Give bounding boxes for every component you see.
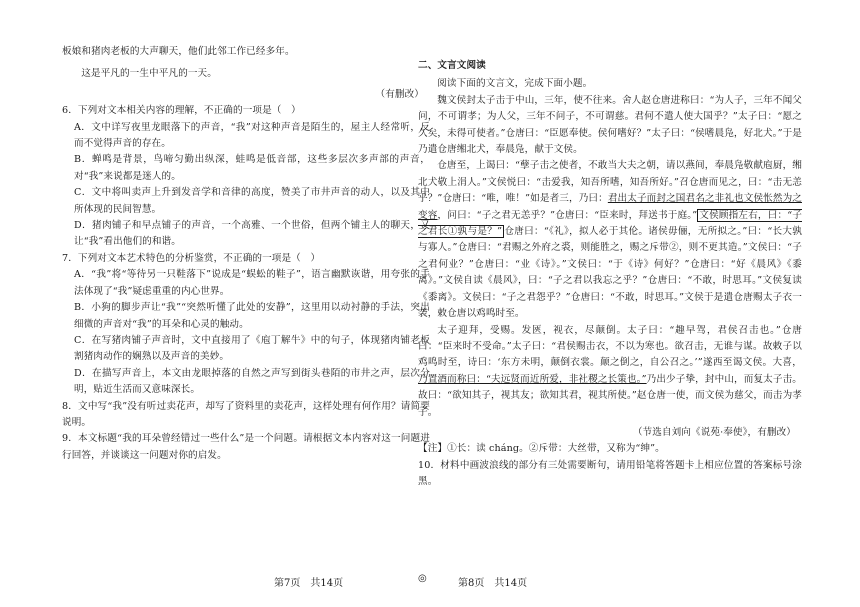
para2-text-a: 仓唐至，上谒曰：“孽子击之使者，不敢当大夫之朝，请以燕间，奉晨凫敬献庖厨，缃北犬敬上涓人。”文侯悦曰：“击爱我，知吾所嗜，知吾所好。”召仓唐而见之，曰：“击无恙乎？”仓唐曰：“唯，唯！”如是者三，乃曰：	[418, 160, 802, 205]
para3-text-a: 太子迎拜，受赐。发匧，视衣，尽颠倒。太子曰：“趣早驾，君侯召击也。”仓唐曰：“臣来时不受命。”太子曰：“君侯赐击衣，不以为寒也。欲召击，无谁与谋。故敕子以鸡鸣时至，诗曰：‘东方未明，颠倒衣裳。颠之倒之，自公召之。’”遂西至谒文侯。大喜，	[418, 324, 802, 369]
right-page-number: 第8页 共14页	[458, 578, 528, 589]
q7-option-d: D．在描写声音上，本文由龙眼掉落的自然之声写到街头巷陌的市井之声，层次分明，贴近生活而又意味深长。	[74, 367, 430, 396]
story-continuation: 板娘和猪肉老板的大声聊天，他们此邻工作已经多年。	[62, 46, 295, 57]
annotation-note: 【注】①长：读 cháng。②斥带：大丝带，又称为“绅”。	[418, 443, 665, 455]
question-7	[62, 251, 430, 399]
reading-instruction: 阅读下面的文言文，完成下面小题。	[437, 78, 593, 90]
question-8: 8．文中写“我”没有听过卖花声，却写了资料里的卖花声，这样处理有何作用？请简要说明。	[62, 400, 430, 428]
q6-stem: 6．下列对文本相关内容的理解，不正确的一项是（ ）	[62, 105, 301, 117]
q6-option-a: A．文中详写夜里龙眼落下的声音，“我”对这种声音是陌生的，屋主人经常听，反而不觉得声音的存在。	[74, 121, 430, 150]
question-6	[62, 103, 430, 251]
question-10: 10．材料中画波浪线的部分有三处需要断句，请用铅笔将答题卡上相应位置的答案标号涂黑。	[418, 459, 802, 488]
para2-text-b: ，问曰：“子之君无恙乎？”仓唐曰：“臣来时，拜送书于庭。”	[437, 209, 698, 221]
wavy-underline-passage: 君出太子而封之国君名之非礼也文侯怅然为之变容	[418, 193, 802, 221]
binding-mark-icon: ◎	[418, 573, 427, 584]
q7-option-b: B．小狗的脚步声让“我”“突然听懂了此处的安静”，这里用以动衬静的手法，突出细微的声音对“我”的耳朵和心灵的触动。	[74, 302, 430, 330]
section-title: 二、文言文阅读	[418, 60, 486, 71]
para2-text-c: 仓唐曰：“《礼》，拟人必于其伦。诸侯毋俪，无所拟之。”曰：“长大孰与寡人。”仓唐曰：“君赐之外府之裘，则能胜之，赐之斥带②，则不更其造。”文侯曰：“子之君何业？”仓唐曰：“业《诗》。”文侯曰：“于《诗》何好？”仓唐曰：“好《晨风》《黍离》。”文侯自读《晨风》，曰：“子之君以我忘之乎？”仓唐曰：“不敢，时思耳。”文侯复读《黍离》。文侯曰：“子之君怨乎？”仓唐曰：“不敢，时思耳。”文侯于是遣仓唐赐太子衣一袭，敕仓唐以鸡鸣时至。	[418, 226, 802, 320]
story-last-line: 这是平凡的一生中平凡的一天。	[81, 68, 217, 80]
left-page-number: 第7页 共14页	[274, 578, 344, 589]
right-column	[418, 44, 802, 491]
boxed-sentence: 文侯顾指左右，曰：“子之君长①孰与是？”	[418, 209, 803, 238]
passage-paragraph-2	[418, 158, 802, 322]
q7-stem: 7．下列对文本艺术特色的分析鉴赏，不正确的一项是（ ）	[62, 252, 321, 264]
left-column	[62, 44, 430, 464]
q6-option-b: B．蝉鸣是背景，鸟啼匀勤出纵深，蛙鸣是低音部，这些多层次多声部的声音，对“我”来说都是迷人的。	[74, 154, 430, 182]
story-source: （有删改）	[375, 88, 424, 100]
q7-option-c: C．在写猪肉铺子声音时，文中直接用了《庖丁解牛》中的句子，体现猪肉铺老板割猪肉动作的娴熟以及声音的美妙。	[74, 334, 430, 363]
passage-paragraph-1: 魏文侯封太子击于中山，三年，使不往来。舍人赵仓唐进称曰：“为人子，三年不闻父问，不可谓孝；为人父，三年不问子，不可谓慈。君何不遣人使大国乎？”太子曰：“愿之久矣，未得可使者。”仓唐曰：“臣愿奉使。侯何嗜好？”太子曰：“侯嗜晨凫，好北犬。”于是乃遣仓唐缃北犬，奉晨凫，献于文侯。	[418, 94, 802, 156]
underlined-sentence: 乃置酒而称曰：“夫远贤而近所爱，非社稷之长策也。”	[418, 373, 647, 385]
passage-paragraph-3	[418, 323, 802, 421]
passage-source: （节选自刘向《说苑·奉使》，有删改）	[632, 426, 796, 438]
page-footer	[0, 574, 860, 590]
q7-option-a: A．“我”将“等待另一只鞋落下”说成是“蜈蚣的鞋子”，语言幽默诙谐，用夸张的手法体现了“我”疑虑重重的内心世界。	[74, 269, 430, 297]
q6-option-c: C．文中将叫卖声上升到发音学和音律的高度，赞美了市井声音的动人，以及其中所体现的民间智慧。	[74, 187, 430, 215]
question-9: 9．本文标题“我的耳朵曾经错过一些什么”是一个问题。请根据文本内容对这一问题进行回答，并谈谈这一问题对你的启发。	[62, 433, 430, 461]
q6-option-d: D．猪肉铺子和早点铺子的声音，一个高雅、一个世俗，但两个铺主人的聊天，又让“我”看出他们的和谐。	[74, 220, 430, 248]
para3-text-b: 乃出少子挚，封中山，而复太子击。故曰：“欲知其子，视其友；欲知其君，视其所使。”赵仓唐一使，而文侯为慈父，而击为孝子。	[418, 373, 802, 418]
